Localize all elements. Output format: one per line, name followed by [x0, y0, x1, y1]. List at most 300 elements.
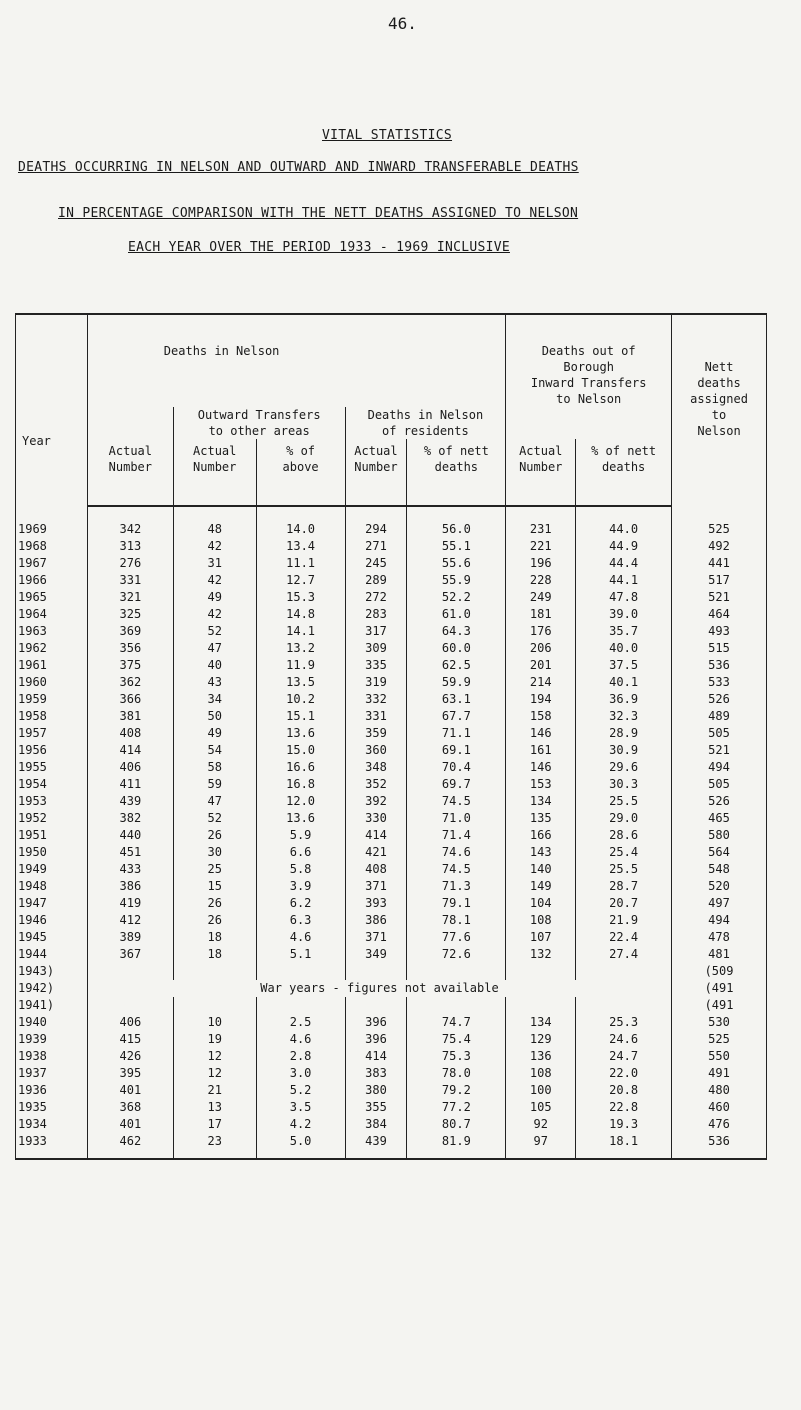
value-cell: 550	[672, 1048, 767, 1065]
value-cell: 14.0	[256, 506, 345, 538]
value-cell: 36.9	[576, 691, 672, 708]
table-row	[16, 946, 767, 963]
value-cell: 491	[672, 1065, 767, 1082]
value-cell: 24.6	[576, 1031, 672, 1048]
value-cell: 55.6	[407, 555, 506, 572]
value-cell: 20.7	[576, 895, 672, 912]
value-cell: 15.0	[256, 742, 345, 759]
value-cell: 44.1	[576, 572, 672, 589]
value-cell: 14.8	[256, 606, 345, 623]
value-cell: 375	[87, 657, 173, 674]
header-deaths-of-residents: Deaths in Nelson of residents	[345, 407, 506, 439]
value-cell: 80.7	[407, 1116, 506, 1133]
value-cell: 48	[173, 506, 256, 538]
value-cell: 42	[173, 572, 256, 589]
value-cell: 325	[87, 606, 173, 623]
header-residents-actual: Actual Number	[345, 439, 407, 506]
table-row	[16, 1065, 767, 1082]
value-cell: 18	[173, 929, 256, 946]
value-cell: 2.5	[256, 1014, 345, 1031]
year-cell: 1947	[16, 895, 88, 912]
value-cell: 153	[506, 776, 576, 793]
value-cell: 439	[87, 793, 173, 810]
value-cell: 30.9	[576, 742, 672, 759]
subtitle-line-1: DEATHS OCCURRING IN NELSON AND OUTWARD AND INWARD TRANSFERABLE DEATHS	[18, 160, 579, 175]
value-cell: 97	[506, 1133, 576, 1159]
value-cell: 13.6	[256, 725, 345, 742]
header-outward-transfers: Outward Transfers to other areas	[173, 407, 345, 439]
value-cell: 3.0	[256, 1065, 345, 1082]
value-cell: 386	[87, 878, 173, 895]
value-cell: 69.1	[407, 742, 506, 759]
value-cell: 40.0	[576, 640, 672, 657]
header-outward-pct: % of above	[256, 439, 345, 506]
table-body-1933-1940	[16, 1014, 767, 1159]
value-cell: 79.2	[407, 1082, 506, 1099]
value-cell: 10.2	[256, 691, 345, 708]
value-cell: 342	[87, 506, 173, 538]
subtitle-line-3: EACH YEAR OVER THE PERIOD 1933 - 1969 INCLUSIVE	[128, 240, 510, 255]
war-year: 1943)	[16, 963, 88, 980]
value-cell: 13.6	[256, 810, 345, 827]
value-cell: 104	[506, 895, 576, 912]
year-cell: 1962	[16, 640, 88, 657]
value-cell: 55.9	[407, 572, 506, 589]
header-year: Year	[16, 314, 88, 506]
value-cell: 494	[672, 759, 767, 776]
value-cell: 16.6	[256, 759, 345, 776]
table-row	[16, 657, 767, 674]
table-row	[16, 776, 767, 793]
value-cell: 196	[506, 555, 576, 572]
year-cell: 1945	[16, 929, 88, 946]
year-cell: 1938	[16, 1048, 88, 1065]
value-cell: 4.6	[256, 1031, 345, 1048]
year-cell: 1956	[16, 742, 88, 759]
value-cell: 497	[672, 895, 767, 912]
value-cell: 414	[345, 1048, 407, 1065]
value-cell: 526	[672, 691, 767, 708]
value-cell: 31	[173, 555, 256, 572]
value-cell: 100	[506, 1082, 576, 1099]
value-cell: 228	[506, 572, 576, 589]
value-cell: 369	[87, 623, 173, 640]
value-cell: 249	[506, 589, 576, 606]
value-cell: 181	[506, 606, 576, 623]
value-cell: 12	[173, 1048, 256, 1065]
year-cell: 1940	[16, 1014, 88, 1031]
value-cell: 75.3	[407, 1048, 506, 1065]
value-cell: 214	[506, 674, 576, 691]
value-cell: 5.9	[256, 827, 345, 844]
value-cell: 332	[345, 691, 407, 708]
value-cell: 283	[345, 606, 407, 623]
year-cell: 1950	[16, 844, 88, 861]
table-row	[16, 810, 767, 827]
value-cell: 464	[672, 606, 767, 623]
war-year: 1941)	[16, 997, 88, 1014]
year-cell: 1968	[16, 538, 88, 555]
value-cell: 78.1	[407, 912, 506, 929]
year-cell: 1946	[16, 912, 88, 929]
value-cell: 25.5	[576, 793, 672, 810]
value-cell: 206	[506, 640, 576, 657]
value-cell: 44.9	[576, 538, 672, 555]
value-cell: 406	[87, 1014, 173, 1031]
value-cell: 505	[672, 776, 767, 793]
value-cell: 79.1	[407, 895, 506, 912]
value-cell: 4.6	[256, 929, 345, 946]
value-cell: 15.3	[256, 589, 345, 606]
value-cell: 10	[173, 1014, 256, 1031]
table-row	[16, 912, 767, 929]
header-deaths-out-of-borough: Deaths out of Borough Inward Transfers to Nelson	[506, 314, 672, 407]
value-cell: 15	[173, 878, 256, 895]
table-row	[16, 1133, 767, 1159]
value-cell: 55.1	[407, 538, 506, 555]
value-cell: 72.6	[407, 946, 506, 963]
year-cell: 1935	[16, 1099, 88, 1116]
table-row	[16, 674, 767, 691]
value-cell: 331	[87, 572, 173, 589]
value-cell: 3.9	[256, 878, 345, 895]
value-cell: 331	[345, 708, 407, 725]
value-cell: 63.1	[407, 691, 506, 708]
value-cell: 25.4	[576, 844, 672, 861]
value-cell: 22.4	[576, 929, 672, 946]
value-cell: 414	[345, 827, 407, 844]
value-cell: 25.3	[576, 1014, 672, 1031]
year-cell: 1958	[16, 708, 88, 725]
value-cell: 71.3	[407, 878, 506, 895]
value-cell: 4.2	[256, 1116, 345, 1133]
value-cell: 40.1	[576, 674, 672, 691]
value-cell: 408	[87, 725, 173, 742]
header-blank	[87, 407, 173, 439]
value-cell: 395	[87, 1065, 173, 1082]
subtitle-line-2: IN PERCENTAGE COMPARISON WITH THE NETT DEATHS ASSIGNED TO NELSON	[58, 206, 579, 221]
value-cell: 59	[173, 776, 256, 793]
value-cell: 355	[345, 1099, 407, 1116]
year-cell: 1939	[16, 1031, 88, 1048]
value-cell: 521	[672, 589, 767, 606]
value-cell: 330	[345, 810, 407, 827]
table-row-war	[16, 997, 767, 1014]
value-cell: 396	[345, 1014, 407, 1031]
year-cell: 1944	[16, 946, 88, 963]
year-cell: 1963	[16, 623, 88, 640]
value-cell: 382	[87, 810, 173, 827]
value-cell: 5.1	[256, 946, 345, 963]
value-cell: 28.7	[576, 878, 672, 895]
value-cell: 52	[173, 810, 256, 827]
value-cell: 439	[345, 1133, 407, 1159]
war-nett: (491	[672, 997, 767, 1014]
table-row	[16, 572, 767, 589]
table-row-war	[16, 980, 767, 997]
value-cell: 536	[672, 657, 767, 674]
title-vital-statistics: VITAL STATISTICS	[322, 128, 453, 143]
value-cell: 71.1	[407, 725, 506, 742]
value-cell: 412	[87, 912, 173, 929]
value-cell: 52.2	[407, 589, 506, 606]
value-cell: 105	[506, 1099, 576, 1116]
value-cell: 406	[87, 759, 173, 776]
value-cell: 49	[173, 725, 256, 742]
table-row	[16, 895, 767, 912]
value-cell: 13.5	[256, 674, 345, 691]
value-cell: 440	[87, 827, 173, 844]
year-cell: 1961	[16, 657, 88, 674]
value-cell: 356	[87, 640, 173, 657]
value-cell: 411	[87, 776, 173, 793]
value-cell: 505	[672, 725, 767, 742]
value-cell: 492	[672, 538, 767, 555]
value-cell: 521	[672, 742, 767, 759]
year-cell: 1965	[16, 589, 88, 606]
year-cell: 1960	[16, 674, 88, 691]
value-cell: 294	[345, 506, 407, 538]
year-cell: 1969	[16, 506, 88, 538]
value-cell: 52	[173, 623, 256, 640]
table-row	[16, 844, 767, 861]
year-cell: 1951	[16, 827, 88, 844]
value-cell: 349	[345, 946, 407, 963]
year-cell: 1936	[16, 1082, 88, 1099]
value-cell: 245	[345, 555, 407, 572]
value-cell: 536	[672, 1133, 767, 1159]
value-cell: 11.1	[256, 555, 345, 572]
value-cell: 462	[87, 1133, 173, 1159]
year-cell: 1953	[16, 793, 88, 810]
value-cell: 396	[345, 1031, 407, 1048]
value-cell: 81.9	[407, 1133, 506, 1159]
value-cell: 580	[672, 827, 767, 844]
value-cell: 74.5	[407, 861, 506, 878]
value-cell: 366	[87, 691, 173, 708]
value-cell: 34	[173, 691, 256, 708]
value-cell: 161	[506, 742, 576, 759]
value-cell: 2.8	[256, 1048, 345, 1065]
value-cell: 42	[173, 606, 256, 623]
value-cell: 149	[506, 878, 576, 895]
value-cell: 17	[173, 1116, 256, 1133]
value-cell: 321	[87, 589, 173, 606]
year-cell: 1948	[16, 878, 88, 895]
year-cell: 1934	[16, 1116, 88, 1133]
value-cell: 35.7	[576, 623, 672, 640]
value-cell: 135	[506, 810, 576, 827]
header-outward-actual: Actual Number	[173, 439, 256, 506]
table-row	[16, 1048, 767, 1065]
value-cell: 60.0	[407, 640, 506, 657]
value-cell: 74.7	[407, 1014, 506, 1031]
value-cell: 480	[672, 1082, 767, 1099]
value-cell: 5.0	[256, 1133, 345, 1159]
year-cell: 1957	[16, 725, 88, 742]
value-cell: 13	[173, 1099, 256, 1116]
value-cell: 421	[345, 844, 407, 861]
war-years-note: War years - figures not available	[87, 980, 671, 997]
value-cell: 520	[672, 878, 767, 895]
value-cell: 441	[672, 555, 767, 572]
value-cell: 146	[506, 759, 576, 776]
table-row	[16, 793, 767, 810]
value-cell: 30	[173, 844, 256, 861]
value-cell: 59.9	[407, 674, 506, 691]
table-row	[16, 878, 767, 895]
war-year: 1942)	[16, 980, 88, 997]
value-cell: 317	[345, 623, 407, 640]
value-cell: 49	[173, 589, 256, 606]
value-cell: 39.0	[576, 606, 672, 623]
value-cell: 6.6	[256, 844, 345, 861]
value-cell: 393	[345, 895, 407, 912]
value-cell: 478	[672, 929, 767, 946]
header-actual-number: Actual Number	[87, 439, 173, 506]
value-cell: 231	[506, 506, 576, 538]
value-cell: 77.2	[407, 1099, 506, 1116]
value-cell: 108	[506, 912, 576, 929]
value-cell: 26	[173, 827, 256, 844]
value-cell: 426	[87, 1048, 173, 1065]
value-cell: 19	[173, 1031, 256, 1048]
value-cell: 28.6	[576, 827, 672, 844]
value-cell: 74.5	[407, 793, 506, 810]
value-cell: 319	[345, 674, 407, 691]
table-row	[16, 640, 767, 657]
value-cell: 47.8	[576, 589, 672, 606]
value-cell: 367	[87, 946, 173, 963]
value-cell: 26	[173, 895, 256, 912]
year-cell: 1959	[16, 691, 88, 708]
value-cell: 476	[672, 1116, 767, 1133]
year-cell: 1952	[16, 810, 88, 827]
value-cell: 3.5	[256, 1099, 345, 1116]
value-cell: 30.3	[576, 776, 672, 793]
table-row	[16, 1116, 767, 1133]
value-cell: 380	[345, 1082, 407, 1099]
value-cell: 61.0	[407, 606, 506, 623]
value-cell: 517	[672, 572, 767, 589]
value-cell: 23	[173, 1133, 256, 1159]
value-cell: 433	[87, 861, 173, 878]
value-cell: 129	[506, 1031, 576, 1048]
value-cell: 362	[87, 674, 173, 691]
war-nett: (509	[672, 963, 767, 980]
value-cell: 335	[345, 657, 407, 674]
value-cell: 40	[173, 657, 256, 674]
value-cell: 276	[87, 555, 173, 572]
value-cell: 360	[345, 742, 407, 759]
value-cell: 419	[87, 895, 173, 912]
value-cell: 359	[345, 725, 407, 742]
value-cell: 16.8	[256, 776, 345, 793]
value-cell: 368	[87, 1099, 173, 1116]
value-cell: 415	[87, 1031, 173, 1048]
value-cell: 74.6	[407, 844, 506, 861]
value-cell: 25	[173, 861, 256, 878]
header-nett-deaths: Nett deaths assigned to Nelson	[672, 314, 767, 506]
value-cell: 15.1	[256, 708, 345, 725]
value-cell: 348	[345, 759, 407, 776]
value-cell: 414	[87, 742, 173, 759]
value-cell: 18.1	[576, 1133, 672, 1159]
value-cell: 25.5	[576, 861, 672, 878]
value-cell: 12.0	[256, 793, 345, 810]
table-row	[16, 1099, 767, 1116]
value-cell: 13.4	[256, 538, 345, 555]
table-row	[16, 1014, 767, 1031]
value-cell: 5.2	[256, 1082, 345, 1099]
value-cell: 401	[87, 1082, 173, 1099]
value-cell: 32.3	[576, 708, 672, 725]
value-cell: 24.7	[576, 1048, 672, 1065]
table-row-war	[16, 963, 767, 980]
value-cell: 272	[345, 589, 407, 606]
value-cell: 526	[672, 793, 767, 810]
value-cell: 6.3	[256, 912, 345, 929]
value-cell: 271	[345, 538, 407, 555]
table-row	[16, 827, 767, 844]
table-row	[16, 725, 767, 742]
table-row	[16, 929, 767, 946]
table-row	[16, 1082, 767, 1099]
value-cell: 194	[506, 691, 576, 708]
table-row	[16, 691, 767, 708]
value-cell: 92	[506, 1116, 576, 1133]
value-cell: 386	[345, 912, 407, 929]
value-cell: 6.2	[256, 895, 345, 912]
value-cell: 371	[345, 929, 407, 946]
value-cell: 64.3	[407, 623, 506, 640]
page-number: 46.	[388, 14, 417, 33]
value-cell: 13.2	[256, 640, 345, 657]
value-cell: 525	[672, 506, 767, 538]
value-cell: 143	[506, 844, 576, 861]
value-cell: 493	[672, 623, 767, 640]
value-cell: 5.8	[256, 861, 345, 878]
header-blank-2	[506, 407, 672, 439]
value-cell: 515	[672, 640, 767, 657]
value-cell: 140	[506, 861, 576, 878]
table-row	[16, 555, 767, 572]
value-cell: 134	[506, 1014, 576, 1031]
table-row	[16, 538, 767, 555]
value-cell: 392	[345, 793, 407, 810]
year-cell: 1966	[16, 572, 88, 589]
value-cell: 54	[173, 742, 256, 759]
year-cell: 1949	[16, 861, 88, 878]
value-cell: 383	[345, 1065, 407, 1082]
value-cell: 533	[672, 674, 767, 691]
table-row	[16, 589, 767, 606]
value-cell: 20.8	[576, 1082, 672, 1099]
table-row	[16, 623, 767, 640]
value-cell: 289	[345, 572, 407, 589]
value-cell: 494	[672, 912, 767, 929]
value-cell: 460	[672, 1099, 767, 1116]
value-cell: 408	[345, 861, 407, 878]
value-cell: 37.5	[576, 657, 672, 674]
value-cell: 381	[87, 708, 173, 725]
year-cell: 1937	[16, 1065, 88, 1082]
value-cell: 75.4	[407, 1031, 506, 1048]
value-cell: 548	[672, 861, 767, 878]
value-cell: 384	[345, 1116, 407, 1133]
value-cell: 465	[672, 810, 767, 827]
table-body-1944-1969	[16, 506, 767, 963]
